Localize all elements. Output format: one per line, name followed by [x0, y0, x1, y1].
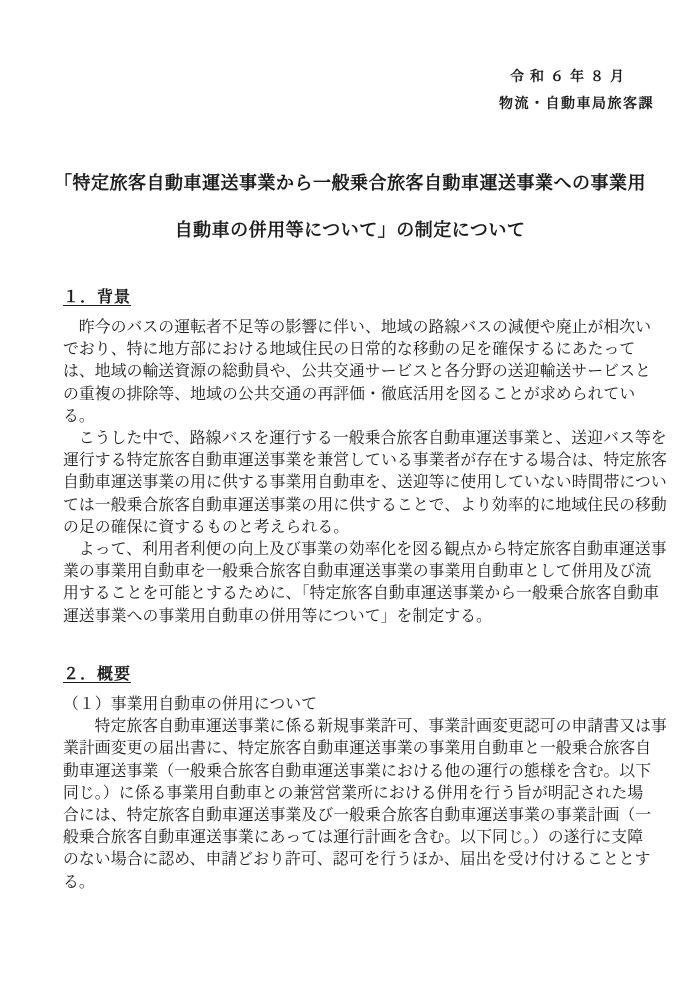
text-line: 自動車運送事業の用に供する事業用自動車を、送迎等に使用していない時間帯につい: [63, 474, 667, 492]
text-line: 運行する特定旅客自動車運送事業を兼営している事業者が存在する場合は、特定旅客: [63, 452, 668, 470]
doc-header: [0, 66, 700, 113]
section-background-body: [63, 317, 668, 628]
doc-title: [0, 160, 700, 254]
text-line: （１）事業用自動車の併用について: [63, 696, 318, 713]
text-line: 特定旅客自動車運送事業に係る新規事業許可、事業計画変更認可の申請書又は事: [94, 718, 667, 736]
text-line: でおり、特に地方部における地域住民の日常的な移動の足を確保するにあたって: [63, 341, 636, 359]
text-line: る。: [63, 873, 95, 891]
text-line: こうした中で、路線バスを運行する一般乗合旅客自動車運送事業と、送迎バス等を: [78, 430, 667, 448]
text-line: 運送事業への事業用自動車の併用等について」を制定する。: [63, 607, 492, 625]
text-line: 業計画変更の届出書に、特定旅客自動車運送事業の事業用自動車と一般乗合旅客自: [63, 740, 652, 758]
text-line: 業の事業用自動車を一般乗合旅客自動車運送事業の事業用自動車として併用及び流: [63, 563, 652, 581]
doc-title-line-1: 「特定旅客自動車運送事業から一般乗合旅客自動車運送事業への事業用: [54, 173, 646, 193]
text-line: る。: [63, 407, 95, 425]
text-line: よって、利用者利便の向上及び事業の効率化を図る観点から特定旅客自動車運送事: [78, 541, 667, 559]
text-line: 動車運送事業（一般乗合旅客自動車運送事業における他の運行の態様を含む。以下: [63, 762, 652, 780]
text-line: 般乗合旅客自動車運送事業にあっては運行計画を含む。以下同じ。）の遂行に支障: [63, 829, 644, 847]
doc-organization: 物流・自動車局旅客課: [499, 95, 654, 111]
section-overview-heading: ２．概要: [63, 666, 132, 683]
text-line: のない場合に認め、申請どおり許可、認可を行うほか、届出を受け付けることとす: [63, 851, 651, 869]
text-line: 昨今のバスの運転者不足等の影響に伴い、地域の路線バスの減便や廃止が相次い: [78, 319, 652, 336]
text-line: 合には、特定旅客自動車運送事業及び一般乗合旅客自動車運送事業の事業計画（一: [63, 807, 652, 825]
section-background: [63, 287, 668, 628]
text-line: の重複の排除等、地域の公共交通の再評価・徹底活用を図ることが求められてい: [63, 385, 636, 403]
text-line: ては一般乗合旅客自動車運送事業の用に供することで、より効率的に地域住民の移動: [63, 496, 667, 514]
section-overview: [63, 664, 667, 894]
doc-title-line-2: 自動車の併用等について」の制定について: [174, 220, 526, 240]
section-background-heading: １．背景: [63, 289, 132, 306]
doc-date: 令和６年８月: [510, 68, 630, 84]
text-line: は、地域の輸送資源の総動員や、公共交通サービスと各分野の送迎輸送サービスと: [63, 363, 651, 381]
section-overview-body: [63, 694, 667, 894]
text-line: の足の確保に資するものと考えられる。: [63, 518, 350, 536]
text-line: 用することを可能とするために、「特定旅客自動車運送事業から一般乗合旅客自動車: [63, 585, 660, 603]
text-line: 同じ。）に係る事業用自動車との兼営営業所における併用を行う旨が明記された場: [63, 784, 644, 802]
